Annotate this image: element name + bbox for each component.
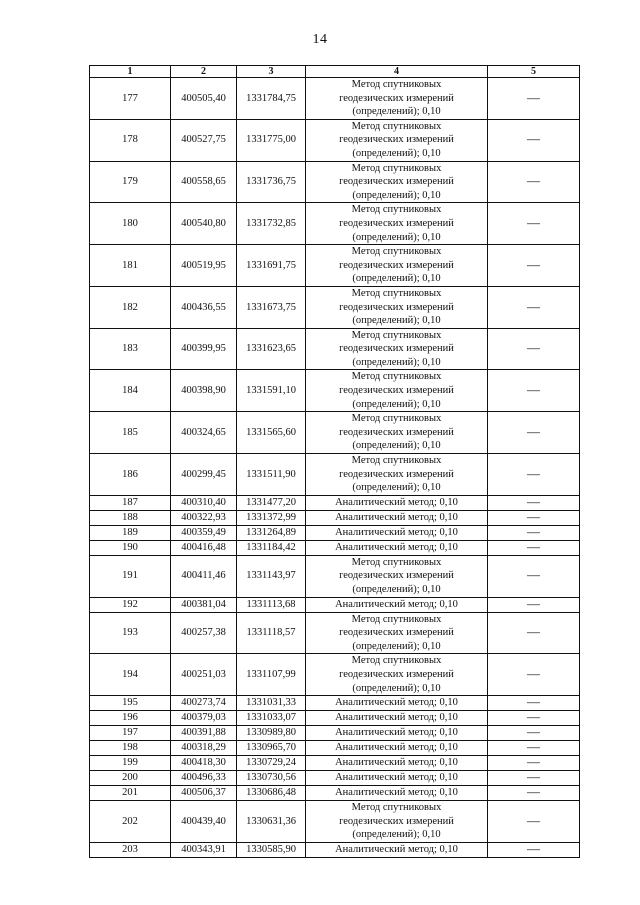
table-row bbox=[90, 495, 580, 510]
y-coordinate-cell: 1331775,00 bbox=[237, 119, 306, 161]
note-cell bbox=[488, 540, 580, 555]
point-number-cell: 182 bbox=[90, 286, 171, 328]
y-coordinate-cell: 1331184,42 bbox=[237, 540, 306, 555]
method-line: Метод спутниковых bbox=[351, 287, 442, 299]
table-row bbox=[90, 454, 580, 496]
method-cell bbox=[306, 540, 488, 555]
x-coordinate-cell: 400324,65 bbox=[171, 412, 237, 454]
point-number-cell: 191 bbox=[90, 555, 171, 597]
method-cell bbox=[306, 741, 488, 756]
note-cell bbox=[488, 328, 580, 370]
method-line: Аналитический метод; 0,10 bbox=[335, 772, 458, 784]
method-line: геодезических измерений bbox=[339, 92, 454, 104]
table-row bbox=[90, 510, 580, 525]
method-line: (определений); 0,10 bbox=[352, 356, 441, 368]
table-row bbox=[90, 119, 580, 161]
y-coordinate-cell: 1331673,75 bbox=[237, 286, 306, 328]
table-row bbox=[90, 78, 580, 120]
table-row bbox=[90, 726, 580, 741]
x-coordinate-cell: 400398,90 bbox=[171, 370, 237, 412]
note-dash: — bbox=[527, 495, 540, 509]
x-coordinate-cell: 400558,65 bbox=[171, 161, 237, 203]
point-number-cell: 185 bbox=[90, 412, 171, 454]
y-coordinate-cell: 1331591,10 bbox=[237, 370, 306, 412]
y-coordinate-cell: 1331264,89 bbox=[237, 525, 306, 540]
table-row bbox=[90, 711, 580, 726]
method-line: Метод спутниковых bbox=[351, 329, 442, 341]
method-line: Аналитический метод; 0,10 bbox=[335, 697, 458, 709]
y-coordinate-cell: 1331031,33 bbox=[237, 696, 306, 711]
table-row bbox=[90, 597, 580, 612]
method-cell bbox=[306, 78, 488, 120]
note-cell bbox=[488, 771, 580, 786]
y-coordinate-cell: 1331736,75 bbox=[237, 161, 306, 203]
method-line: геодезических измерений bbox=[339, 668, 454, 680]
y-coordinate-cell: 1331691,75 bbox=[237, 245, 306, 287]
y-coordinate-cell: 1330730,56 bbox=[237, 771, 306, 786]
method-line: Аналитический метод; 0,10 bbox=[335, 541, 458, 553]
table-row bbox=[90, 756, 580, 771]
note-dash: — bbox=[527, 695, 540, 710]
note-cell bbox=[488, 370, 580, 412]
method-line: геодезических измерений bbox=[339, 343, 454, 355]
x-coordinate-cell: 400343,91 bbox=[171, 842, 237, 857]
note-dash: — bbox=[527, 423, 540, 439]
method-cell bbox=[306, 597, 488, 612]
note-dash: — bbox=[527, 510, 540, 524]
x-coordinate-cell: 400519,95 bbox=[171, 245, 237, 287]
note-dash: — bbox=[527, 256, 540, 272]
point-number-cell: 192 bbox=[90, 597, 171, 612]
method-cell bbox=[306, 119, 488, 161]
method-line: (определений); 0,10 bbox=[352, 829, 441, 841]
table-row bbox=[90, 842, 580, 857]
x-coordinate-cell: 400381,04 bbox=[171, 597, 237, 612]
point-number-cell: 189 bbox=[90, 525, 171, 540]
note-cell bbox=[488, 842, 580, 857]
method-cell bbox=[306, 328, 488, 370]
method-cell bbox=[306, 654, 488, 696]
method-cell bbox=[306, 286, 488, 328]
point-number-cell: 203 bbox=[90, 842, 171, 857]
method-line: Метод спутниковых bbox=[351, 120, 442, 132]
method-cell bbox=[306, 786, 488, 801]
x-coordinate-cell: 400359,49 bbox=[171, 525, 237, 540]
method-line: Метод спутниковых bbox=[351, 371, 442, 383]
table-row bbox=[90, 771, 580, 786]
note-cell bbox=[488, 597, 580, 612]
table-row bbox=[90, 555, 580, 597]
y-coordinate-cell: 1331107,99 bbox=[237, 654, 306, 696]
method-line: (определений); 0,10 bbox=[352, 482, 441, 494]
note-cell bbox=[488, 711, 580, 726]
point-number-cell: 194 bbox=[90, 654, 171, 696]
method-line: Метод спутниковых bbox=[351, 613, 442, 625]
method-cell bbox=[306, 454, 488, 496]
note-cell bbox=[488, 78, 580, 120]
y-coordinate-cell: 1331477,20 bbox=[237, 495, 306, 510]
x-coordinate-cell: 400273,74 bbox=[171, 696, 237, 711]
method-cell bbox=[306, 612, 488, 654]
point-number-cell: 180 bbox=[90, 203, 171, 245]
point-number-cell: 201 bbox=[90, 786, 171, 801]
y-coordinate-cell: 1330686,48 bbox=[237, 786, 306, 801]
column-header-1: 1 bbox=[90, 66, 171, 78]
note-dash: — bbox=[527, 755, 540, 770]
method-line: Аналитический метод; 0,10 bbox=[335, 496, 458, 508]
note-dash: — bbox=[527, 842, 540, 856]
method-cell bbox=[306, 711, 488, 726]
x-coordinate-cell: 400379,03 bbox=[171, 711, 237, 726]
note-cell bbox=[488, 741, 580, 756]
x-coordinate-cell: 400391,88 bbox=[171, 726, 237, 741]
note-dash: — bbox=[527, 725, 540, 740]
method-cell bbox=[306, 370, 488, 412]
x-coordinate-cell: 400418,30 bbox=[171, 756, 237, 771]
table-body bbox=[90, 78, 580, 858]
column-header-4: 4 bbox=[306, 66, 488, 78]
note-dash: — bbox=[527, 710, 540, 725]
y-coordinate-cell: 1330631,36 bbox=[237, 801, 306, 843]
point-number-cell: 187 bbox=[90, 495, 171, 510]
method-line: геодезических измерений bbox=[339, 385, 454, 397]
method-line: Метод спутниковых bbox=[351, 162, 442, 174]
y-coordinate-cell: 1331732,85 bbox=[237, 203, 306, 245]
x-coordinate-cell: 400318,29 bbox=[171, 741, 237, 756]
x-coordinate-cell: 400322,93 bbox=[171, 510, 237, 525]
point-number-cell: 186 bbox=[90, 454, 171, 496]
note-dash: — bbox=[527, 131, 540, 147]
method-cell bbox=[306, 510, 488, 525]
x-coordinate-cell: 400496,33 bbox=[171, 771, 237, 786]
note-cell bbox=[488, 756, 580, 771]
note-dash: — bbox=[527, 665, 540, 681]
note-dash: — bbox=[527, 340, 540, 356]
table-row bbox=[90, 412, 580, 454]
coordinates-table bbox=[89, 65, 580, 858]
table-row bbox=[90, 786, 580, 801]
note-dash: — bbox=[527, 89, 540, 105]
x-coordinate-cell: 400505,40 bbox=[171, 78, 237, 120]
table-row bbox=[90, 161, 580, 203]
point-number-cell: 200 bbox=[90, 771, 171, 786]
note-cell bbox=[488, 696, 580, 711]
method-cell bbox=[306, 495, 488, 510]
table-row bbox=[90, 328, 580, 370]
point-number-cell: 197 bbox=[90, 726, 171, 741]
note-dash: — bbox=[527, 173, 540, 189]
note-cell bbox=[488, 654, 580, 696]
note-cell bbox=[488, 454, 580, 496]
x-coordinate-cell: 400411,46 bbox=[171, 555, 237, 597]
point-number-cell: 198 bbox=[90, 741, 171, 756]
method-line: Аналитический метод; 0,10 bbox=[335, 598, 458, 610]
method-line: (определений); 0,10 bbox=[352, 273, 441, 285]
method-line: (определений); 0,10 bbox=[352, 398, 441, 410]
point-number-cell: 188 bbox=[90, 510, 171, 525]
x-coordinate-cell: 400439,40 bbox=[171, 801, 237, 843]
method-line: геодезических измерений bbox=[339, 134, 454, 146]
method-line: (определений); 0,10 bbox=[352, 106, 441, 118]
column-header-5: 5 bbox=[488, 66, 580, 78]
method-line: геодезических измерений bbox=[339, 627, 454, 639]
method-line: геодезических измерений bbox=[339, 570, 454, 582]
table-row bbox=[90, 612, 580, 654]
page-number: 14 bbox=[312, 32, 328, 47]
method-line: Метод спутниковых bbox=[351, 556, 442, 568]
x-coordinate-cell: 400399,95 bbox=[171, 328, 237, 370]
table-row bbox=[90, 801, 580, 843]
table-row bbox=[90, 203, 580, 245]
note-dash: — bbox=[527, 567, 540, 583]
method-line: Аналитический метод; 0,10 bbox=[335, 727, 458, 739]
x-coordinate-cell: 400416,48 bbox=[171, 540, 237, 555]
method-line: геодезических измерений bbox=[339, 217, 454, 229]
table-row bbox=[90, 741, 580, 756]
method-cell bbox=[306, 771, 488, 786]
note-dash: — bbox=[527, 812, 540, 828]
method-line: (определений); 0,10 bbox=[352, 231, 441, 243]
x-coordinate-cell: 400527,75 bbox=[171, 119, 237, 161]
note-cell bbox=[488, 510, 580, 525]
y-coordinate-cell: 1330729,24 bbox=[237, 756, 306, 771]
note-cell bbox=[488, 525, 580, 540]
y-coordinate-cell: 1331565,60 bbox=[237, 412, 306, 454]
method-line: геодезических измерений bbox=[339, 259, 454, 271]
note-dash: — bbox=[527, 624, 540, 640]
method-line: Аналитический метод; 0,10 bbox=[335, 742, 458, 754]
method-line: (определений); 0,10 bbox=[352, 440, 441, 452]
note-cell bbox=[488, 412, 580, 454]
column-header-3: 3 bbox=[237, 66, 306, 78]
method-line: (определений); 0,10 bbox=[352, 315, 441, 327]
table-row bbox=[90, 370, 580, 412]
note-cell bbox=[488, 612, 580, 654]
note-dash: — bbox=[527, 465, 540, 481]
method-line: (определений); 0,10 bbox=[352, 640, 441, 652]
method-line: геодезических измерений bbox=[339, 176, 454, 188]
note-dash: — bbox=[527, 740, 540, 755]
method-line: Метод спутниковых bbox=[351, 802, 442, 814]
method-line: Метод спутниковых bbox=[351, 655, 442, 667]
method-cell bbox=[306, 245, 488, 287]
table-row bbox=[90, 540, 580, 555]
point-number-cell: 193 bbox=[90, 612, 171, 654]
method-cell bbox=[306, 161, 488, 203]
point-number-cell: 190 bbox=[90, 540, 171, 555]
note-cell bbox=[488, 286, 580, 328]
x-coordinate-cell: 400540,80 bbox=[171, 203, 237, 245]
note-dash: — bbox=[527, 298, 540, 314]
method-line: Аналитический метод; 0,10 bbox=[335, 511, 458, 523]
y-coordinate-cell: 1331372,99 bbox=[237, 510, 306, 525]
table-row bbox=[90, 245, 580, 287]
method-cell bbox=[306, 842, 488, 857]
point-number-cell: 177 bbox=[90, 78, 171, 120]
y-coordinate-cell: 1330989,80 bbox=[237, 726, 306, 741]
table-header-row bbox=[90, 66, 580, 78]
method-cell bbox=[306, 801, 488, 843]
note-cell bbox=[488, 801, 580, 843]
method-line: геодезических измерений bbox=[339, 301, 454, 313]
note-cell bbox=[488, 119, 580, 161]
note-cell bbox=[488, 245, 580, 287]
note-dash: — bbox=[527, 785, 540, 800]
method-line: геодезических измерений bbox=[339, 426, 454, 438]
y-coordinate-cell: 1331784,75 bbox=[237, 78, 306, 120]
x-coordinate-cell: 400299,45 bbox=[171, 454, 237, 496]
x-coordinate-cell: 400251,03 bbox=[171, 654, 237, 696]
method-line: (определений); 0,10 bbox=[352, 584, 441, 595]
method-cell bbox=[306, 756, 488, 771]
method-line: Аналитический метод; 0,10 bbox=[335, 843, 458, 855]
note-dash: — bbox=[527, 597, 540, 611]
method-line: геодезических измерений bbox=[339, 468, 454, 480]
method-line: Метод спутниковых bbox=[351, 246, 442, 258]
table-row bbox=[90, 654, 580, 696]
note-cell bbox=[488, 161, 580, 203]
method-line: Аналитический метод; 0,10 bbox=[335, 787, 458, 799]
method-line: Метод спутниковых bbox=[351, 79, 442, 90]
x-coordinate-cell: 400257,38 bbox=[171, 612, 237, 654]
method-line: (определений); 0,10 bbox=[352, 682, 441, 694]
method-line: (определений); 0,10 bbox=[352, 147, 441, 159]
method-line: (определений); 0,10 bbox=[352, 189, 441, 201]
table-row bbox=[90, 696, 580, 711]
y-coordinate-cell: 1331033,07 bbox=[237, 711, 306, 726]
x-coordinate-cell: 400310,40 bbox=[171, 495, 237, 510]
method-line: Аналитический метод; 0,10 bbox=[335, 757, 458, 769]
point-number-cell: 199 bbox=[90, 756, 171, 771]
note-cell bbox=[488, 495, 580, 510]
note-dash: — bbox=[527, 540, 540, 554]
x-coordinate-cell: 400436,55 bbox=[171, 286, 237, 328]
method-cell bbox=[306, 555, 488, 597]
point-number-cell: 196 bbox=[90, 711, 171, 726]
note-cell bbox=[488, 555, 580, 597]
x-coordinate-cell: 400506,37 bbox=[171, 786, 237, 801]
note-dash: — bbox=[527, 770, 540, 785]
note-dash: — bbox=[527, 214, 540, 230]
method-cell bbox=[306, 203, 488, 245]
method-cell bbox=[306, 525, 488, 540]
y-coordinate-cell: 1331113,68 bbox=[237, 597, 306, 612]
table-row bbox=[90, 525, 580, 540]
y-coordinate-cell: 1331143,97 bbox=[237, 555, 306, 597]
method-line: Метод спутниковых bbox=[351, 413, 442, 425]
point-number-cell: 183 bbox=[90, 328, 171, 370]
note-cell bbox=[488, 786, 580, 801]
method-line: геодезических измерений bbox=[339, 815, 454, 827]
method-line: Аналитический метод; 0,10 bbox=[335, 712, 458, 724]
point-number-cell: 202 bbox=[90, 801, 171, 843]
note-cell bbox=[488, 726, 580, 741]
y-coordinate-cell: 1330585,90 bbox=[237, 842, 306, 857]
method-line: Аналитический метод; 0,10 bbox=[335, 526, 458, 538]
method-line: Метод спутниковых bbox=[351, 204, 442, 216]
point-number-cell: 181 bbox=[90, 245, 171, 287]
method-cell bbox=[306, 726, 488, 741]
point-number-cell: 179 bbox=[90, 161, 171, 203]
y-coordinate-cell: 1331511,90 bbox=[237, 454, 306, 496]
y-coordinate-cell: 1331623,65 bbox=[237, 328, 306, 370]
point-number-cell: 178 bbox=[90, 119, 171, 161]
y-coordinate-cell: 1331118,57 bbox=[237, 612, 306, 654]
point-number-cell: 184 bbox=[90, 370, 171, 412]
method-cell bbox=[306, 696, 488, 711]
point-number-cell: 195 bbox=[90, 696, 171, 711]
note-dash: — bbox=[527, 382, 540, 398]
table-row bbox=[90, 286, 580, 328]
method-cell bbox=[306, 412, 488, 454]
y-coordinate-cell: 1330965,70 bbox=[237, 741, 306, 756]
note-dash: — bbox=[527, 525, 540, 539]
method-line: Метод спутниковых bbox=[351, 455, 442, 467]
note-cell bbox=[488, 203, 580, 245]
column-header-2: 2 bbox=[171, 66, 237, 78]
